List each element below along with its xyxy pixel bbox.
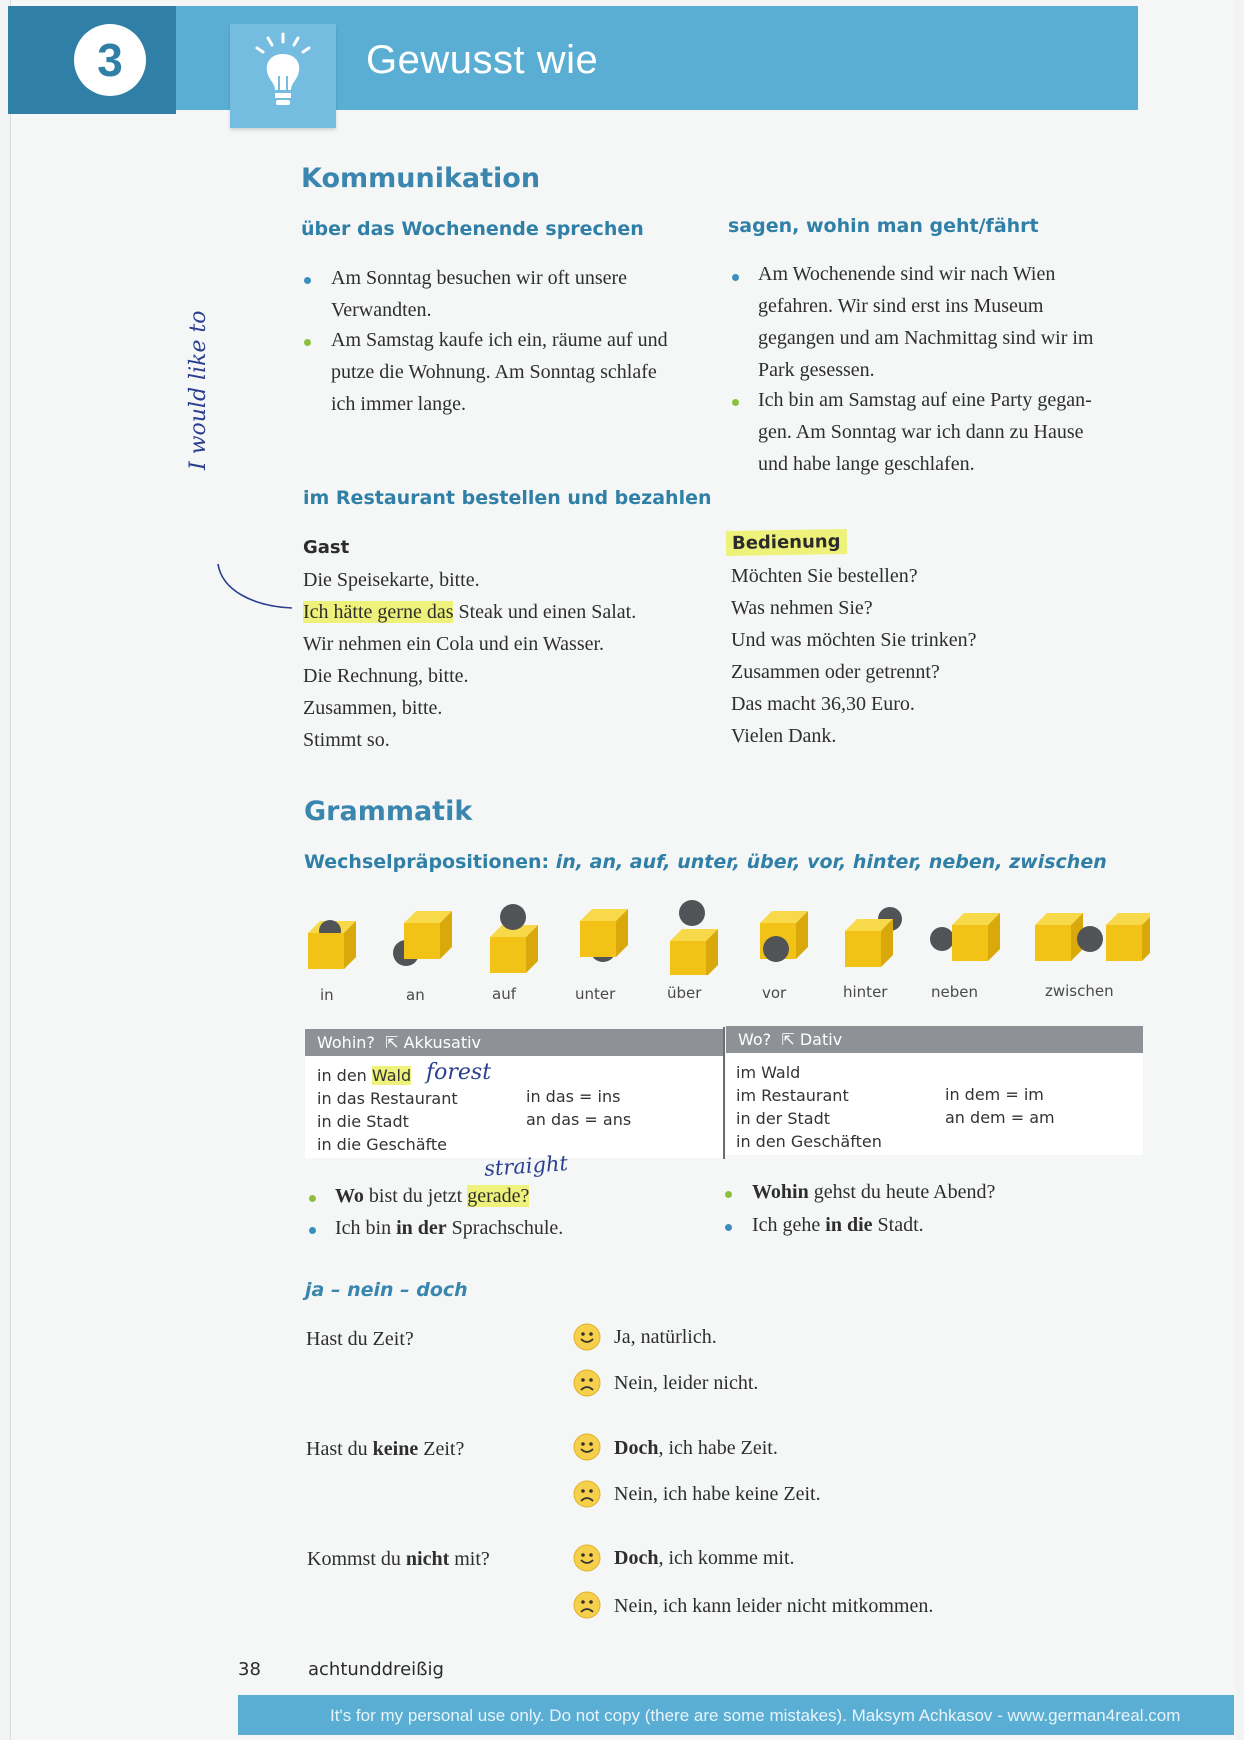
prep-label-ueber: über	[667, 984, 702, 1002]
bullet-marker	[732, 274, 739, 281]
sad-face-icon	[573, 1591, 601, 1619]
prep-label-auf: auf	[492, 985, 516, 1003]
answer-nein-nicht-mit: Nein, ich kann leider nicht mitkommen.	[614, 1595, 934, 1617]
prep-label-vor: vor	[762, 984, 787, 1002]
preposition-illustrations	[300, 895, 1150, 975]
akkusativ-examples: in den Wald in das Restaurant in die Stadt in die Geschäfte	[317, 1066, 458, 1154]
prep-label-unter: unter	[575, 985, 616, 1003]
answer-nein-leider: Nein, leider nicht.	[614, 1372, 759, 1394]
copyright-note: It's for my personal use only. Do not copy (there are some mistakes). Maksym Achkasov - www.german4real.com	[330, 1706, 1181, 1725]
handwritten-arrow	[212, 560, 294, 612]
ja-nein-doch-heading: ja – nein – doch	[305, 1279, 468, 1301]
wohin-bullet-1: Am Wochenende sind wir nach Wien gefahren. Wir sind erst ins Museum gegangen und am Nachmittag sind wir im Park gesessen.	[758, 263, 1094, 381]
question-keine-zeit: Hast du keine Zeit?	[306, 1438, 465, 1460]
wochenende-subheading: über das Wochenende sprechen	[301, 218, 644, 240]
bedienung-label: Bedienung	[726, 529, 847, 556]
bullet-marker	[309, 1227, 316, 1234]
bullet-marker	[309, 1195, 316, 1202]
bullet-marker	[725, 1191, 732, 1198]
chapter-number: 3	[74, 24, 146, 96]
table-header-dativ: Wo? ⇱ Dativ	[726, 1026, 1143, 1053]
bullet-marker	[725, 1224, 732, 1231]
prep-label-hinter: hinter	[843, 983, 888, 1001]
wechselpraepositionen-line: Wechselpräpositionen: in, an, auf, unter, über, vor, hinter, neben, zwischen	[304, 851, 1107, 873]
dativ-examples: im Wald im Restaurant in der Stadt in den Geschäften	[736, 1063, 882, 1151]
prep-label-zwischen: zwischen	[1045, 982, 1114, 1000]
gast-label: Gast	[303, 537, 350, 558]
gast-phrases: Die Speisekarte, bitte. Ich hätte gerne das Steak und einen Salat. Wir nehmen ein Cola und ein Wasser. Die Rechnung, bitte. Zusammen, bitte. Stimmt so.	[303, 569, 637, 751]
happy-face-icon	[573, 1433, 601, 1461]
wochenende-bullet-1: Am Sonntag besuchen wir oft unsere Verwandten.	[331, 267, 628, 321]
bedienung-phrases: Möchten Sie bestellen? Was nehmen Sie? Und was möchten Sie trinken? Zusammen oder getrennt? Das macht 36,30 Euro. Vielen Dank.	[731, 565, 977, 747]
prep-label-neben: neben	[931, 983, 978, 1001]
example-wo-question: Wo bist du jetzt gerade?	[335, 1185, 530, 1207]
dativ-contractions: in dem = im an dem = am	[945, 1085, 1055, 1127]
bullet-marker	[732, 399, 739, 406]
grammatik-heading: Grammatik	[304, 796, 473, 827]
example-wo-answer: Ich bin in der Sprachschule.	[335, 1217, 564, 1239]
bullet-marker	[304, 277, 311, 284]
happy-face-icon	[573, 1323, 601, 1351]
wochenende-bullet-2: Am Samstag kaufe ich ein, räume auf und putze die Wohnung. Am Sonntag schlafe ich immer lange.	[331, 329, 668, 415]
handwritten-forest: forest	[426, 1060, 492, 1085]
handwritten-straight: straight	[483, 1151, 569, 1181]
prep-label-an: an	[406, 986, 425, 1004]
happy-face-icon	[573, 1544, 601, 1572]
question-hast-du-zeit: Hast du Zeit?	[306, 1328, 414, 1350]
prep-label-in: in	[320, 986, 334, 1004]
page-number-word: achtunddreißig	[308, 1659, 444, 1680]
highlighted-phrase: Ich hätte gerne das	[303, 601, 454, 623]
page-title: Gewusst wie	[366, 38, 599, 82]
wohin-bullet-2: Ich bin am Samstag auf eine Party gegan- gen. Am Sonntag war ich dann zu Hause und habe lange geschlafen.	[758, 389, 1092, 475]
example-wohin-answer: Ich gehe in die Stadt.	[752, 1214, 924, 1236]
restaurant-subheading: im Restaurant bestellen und bezahlen	[303, 487, 712, 509]
akkusativ-contractions: in das = ins an das = ans	[526, 1087, 632, 1129]
handwritten-margin-note: I would like to	[186, 310, 211, 470]
bullet-marker	[304, 339, 311, 346]
question-nicht-mit: Kommst du nicht mit?	[307, 1548, 490, 1570]
answer-nein-keine-zeit: Nein, ich habe keine Zeit.	[614, 1483, 821, 1505]
table-header-akkusativ: Wohin? ⇱ Akkusativ	[305, 1029, 723, 1056]
an-illustration	[393, 911, 452, 966]
lightbulb-icon	[230, 24, 336, 128]
answer-doch-mit: Doch, ich komme mit.	[614, 1547, 795, 1569]
kommunikation-heading: Kommunikation	[301, 163, 541, 194]
answer-ja-natuerlich: Ja, natürlich.	[614, 1326, 717, 1348]
sad-face-icon	[573, 1369, 601, 1397]
example-wohin-question: Wohin gehst du heute Abend?	[752, 1181, 996, 1203]
answer-doch-zeit: Doch, ich habe Zeit.	[614, 1437, 778, 1459]
page-number: 38	[238, 1659, 261, 1680]
table-divider	[723, 1027, 725, 1159]
sad-face-icon	[573, 1480, 601, 1508]
wohin-subheading: sagen, wohin man geht/fährt	[728, 215, 1039, 237]
